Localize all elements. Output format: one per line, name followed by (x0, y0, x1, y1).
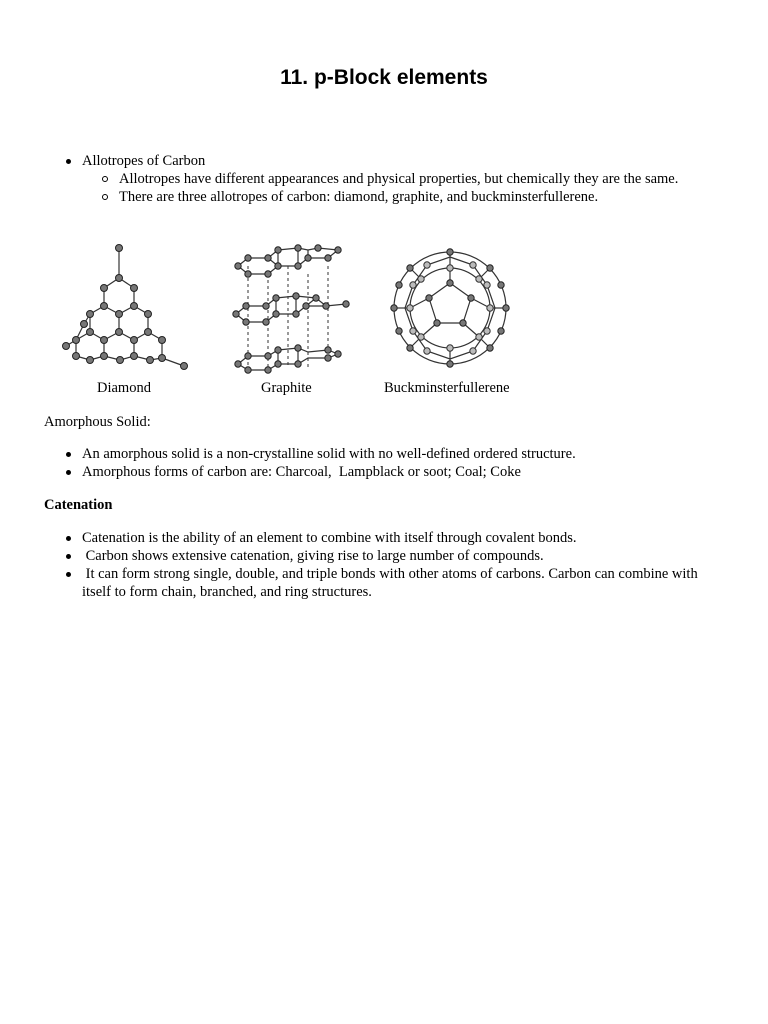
diamond-caption: Diamond (97, 380, 151, 396)
sub-bullet-icon (102, 194, 108, 200)
allotropes-point-1: Allotropes have different appearances and physical properties, but chemically they are the same. (119, 171, 679, 187)
catenation-heading: Catenation (44, 497, 113, 513)
graphite-structure-figure (230, 240, 350, 375)
bullet-icon (66, 554, 71, 559)
allotropes-point-2: There are three allotropes of carbon: diamond, graphite, and buckminsterfullerene. (119, 189, 599, 205)
allotropes-heading: Allotropes of Carbon (82, 153, 206, 169)
fullerene-caption: Buckminsterfullerene (384, 380, 510, 396)
page-title: 11. p-Block elements (280, 66, 488, 89)
graphite-caption: Graphite (261, 380, 312, 396)
sub-bullet-icon (102, 176, 108, 182)
bullet-icon (66, 536, 71, 541)
diamond-atoms (63, 245, 188, 370)
graphite-layer-middle (233, 293, 349, 325)
fullerene-atoms (391, 249, 509, 367)
bullet-icon (66, 452, 71, 457)
amorphous-heading: Amorphous Solid: (44, 414, 151, 430)
amorphous-point-2: Amorphous forms of carbon are: Charcoal, Lampblack or soot; Coal; Coke (82, 464, 521, 480)
diamond-bonds (66, 248, 184, 366)
catenation-point-2: Carbon shows extensive catenation, giving rise to large number of compounds. (82, 548, 544, 564)
graphite-dashed-links (248, 266, 328, 370)
catenation-point-1: Catenation is the ability of an element to combine with itself through covalent bonds. (82, 530, 577, 546)
amorphous-point-1: An amorphous solid is a non-crystalline solid with no well-defined ordered structure. (82, 446, 576, 462)
diamond-structure-figure (60, 240, 200, 375)
fullerene-structure-figure (385, 243, 515, 373)
bullet-icon (66, 572, 71, 577)
bullet-icon (66, 470, 71, 475)
bullet-icon (66, 159, 71, 164)
catenation-point-3: It can form strong single, double, and triple bonds with other atoms of carbons. Carbon can combine with itself to form chain, branched, and ring structures. (82, 566, 702, 600)
